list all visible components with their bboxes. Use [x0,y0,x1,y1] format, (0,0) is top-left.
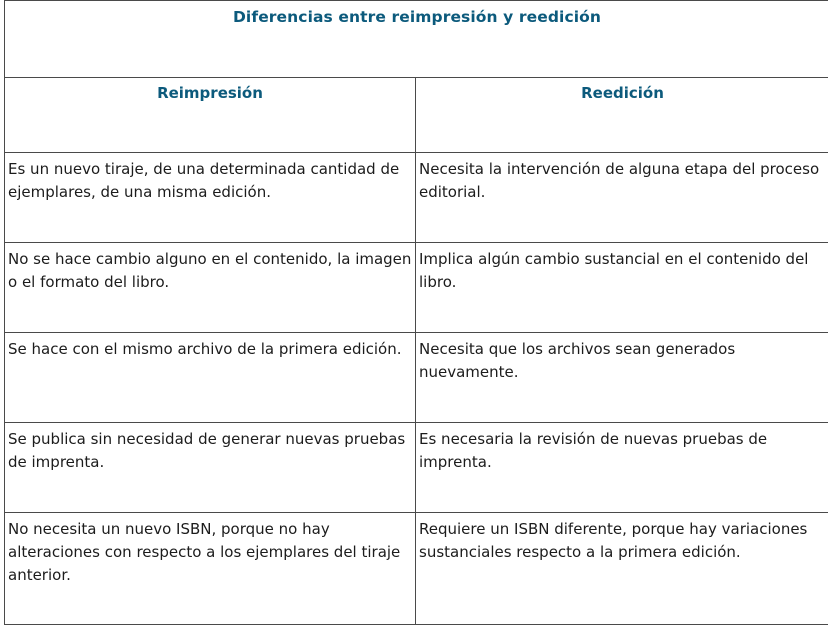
cell-text: Es un nuevo tiraje, de una determinada cantidad de ejemplares, de una misma edición. [8,160,400,201]
table-row [5,333,828,423]
table-cell [416,513,828,625]
table-cell [416,243,828,333]
table-cell [416,333,828,423]
header-row [5,78,828,153]
header-reimpresion: Reimpresión [157,84,263,102]
table-cell [5,513,416,625]
table-cell [5,153,416,243]
table-cell [416,153,828,243]
table-row [5,243,828,333]
table-cell [5,333,416,423]
cell-text: Necesita la intervención de alguna etapa del proceso editorial. [419,160,820,201]
cell-text: Se hace con el mismo archivo de la primera edición. [8,340,402,358]
table-cell [5,423,416,513]
cell-text: Necesita que los archivos sean generados nuevamente. [419,340,736,381]
table-title: Diferencias entre reimpresión y reedición [232,8,602,26]
cell-text: Implica algún cambio sustancial en el contenido del libro. [419,250,809,291]
cell-text: Requiere un ISBN diferente, porque hay variaciones sustanciales respecto a la primera edición. [419,520,808,561]
header-cell-reimpresion [5,78,416,153]
title-row [5,1,828,78]
cell-text: No se hace cambio alguno en el contenido, la imagen o el formato del libro. [8,250,412,291]
header-cell-reedicion [416,78,828,153]
header-reedicion: Reedición [581,84,664,102]
cell-text: Se publica sin necesidad de generar nuevas pruebas de imprenta. [8,430,406,471]
table-row [5,423,828,513]
table-cell [5,243,416,333]
title-cell [5,1,828,78]
cell-text: Es necesaria la revisión de nuevas pruebas de imprenta. [419,430,768,471]
table-row [5,153,828,243]
table-cell [416,423,828,513]
table-row [5,513,828,625]
comparison-table [4,0,828,625]
cell-text: No necesita un nuevo ISBN, porque no hay alteraciones con respecto a los ejemplares del tiraje anterior. [8,520,401,584]
